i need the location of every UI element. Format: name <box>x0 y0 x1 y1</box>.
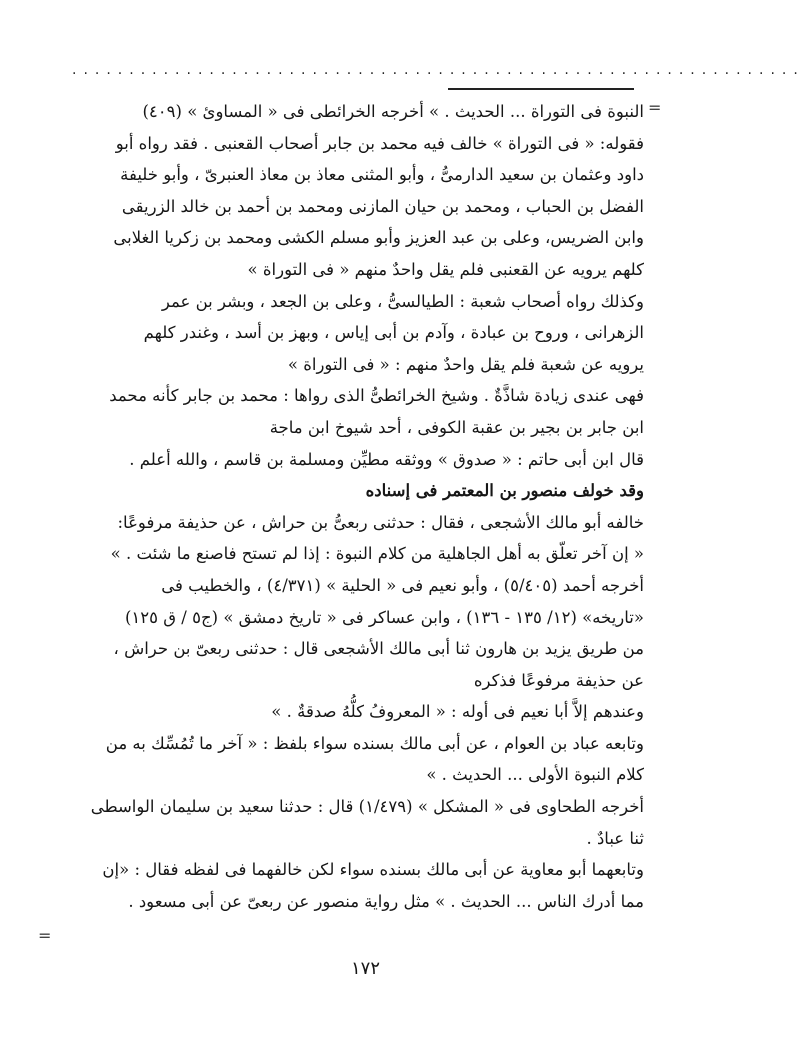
text-line: وتابعه عباد بن العوام ، عن أبى مالك بسنده سواء بلفظ : « آخر ما تُمُسِّك به من <box>105 733 644 753</box>
text-line: وتابعهما أبو معاوية عن أبى مالك بسنده سواء لكن خالفهما فى لفظه فقال : «إن <box>102 860 644 880</box>
text-line: خالفه أبو مالك الأشجعى ، فقال : حدثنى ربعىُّ بن حراش ، عن حذيفة مرفوعًا: <box>117 512 644 532</box>
text-line: يرويه عن شعبة فلم يقل واحدٌ منهم : « فى التوراة » <box>287 354 644 374</box>
text-line: وعندهم إلاَّ أبا نعيم فى أوله : « المعروفُ كلُّهُ صدقةٌ . » <box>271 702 644 722</box>
section-heading: وقد خولف منصور بن المعتمر فى إسناده <box>365 481 644 501</box>
text-line: من طريق يزيد بن هارون ثنا أبى مالك الأشجعى قال : حدثنى ربعىّ بن حراش ، <box>113 639 644 659</box>
footnote-rule <box>448 88 634 90</box>
text-line: عن حذيفة مرفوعًا فذكره <box>473 670 644 690</box>
text-line: ثنا عبادٌ . <box>586 828 644 848</box>
text-line: الزهرانى ، وروح بن عبادة ، وآدم بن أبى إياس ، وبهز بن أسد ، وغندر كلهم <box>143 323 644 343</box>
dotted-separator: ................................................................ <box>72 62 805 78</box>
text-line: فقوله: « فى التوراة » خالف فيه محمد بن جابر أصحاب القعنبى . فقد رواه أبو <box>115 133 644 153</box>
text-line: وابن الضريس، وعلى بن عبد العزيز وأبو مسلم الكشى ومحمد بن زكريا الغلابى <box>113 228 644 248</box>
text-line: كلام النبوة الأولى ... الحديث . » <box>426 765 644 785</box>
text-line: « إن آخر تعلّق به أهل الجاهلية من كلام النبوة : إذا لم تستح فاصنع ما شئت . » <box>110 544 644 564</box>
page-number: ١٧٢ <box>350 958 380 979</box>
text-line: فهى عندى زيادة شاذَّةٌ . وشيخ الخرائطىُّ الذى رواها : محمد بن جابر كأنه محمد <box>109 386 644 406</box>
footnote-text <box>62 96 644 917</box>
text-line: مما أدرك الناس ... الحديث . » مثل رواية منصور عن ربعىّ عن أبى مسعود . <box>128 891 644 911</box>
text-line: قال ابن أبى حاتم : « صدوق » ووثقه مطيِّن ومسلمة بن قاسم ، والله أعلم . <box>129 449 644 469</box>
margin-mark-top: = <box>648 98 662 117</box>
text-line: ابن جابر بن بجير بن عقبة الكوفى ، أحد شيوخ ابن ماجة <box>269 417 644 437</box>
text-line: أخرجه الطحاوى فى « المشكل » (١/٤٧٩) قال : حدثنا سعيد بن سليمان الواسطى <box>90 797 644 817</box>
text-line: كلهم يرويه عن القعنبى فلم يقل واحدٌ منهم « فى التوراة » <box>247 259 644 279</box>
text-line: «تاريخه» (١٢/ ١٣٥ - ١٣٦) ، وابن عساكر فى « تاريخ دمشق » (ج٥ / ق ١٢٥) <box>124 607 644 627</box>
text-line: النبوة فى التوراة ... الحديث . » أخرجه الخرائطى فى « المساوئ » (٤٠٩) <box>142 102 644 121</box>
text-line: وكذلك رواه أصحاب شعبة : الطيالسىُّ ، وعلى بن الجعد ، وبشر بن عمر <box>161 291 644 311</box>
text-line: داود وعثمان بن سعيد الدارمىُّ ، وأبو المثنى معاذ بن معاذ العنبرىّ ، وأبو خليفة <box>120 165 644 185</box>
text-line: الفضل بن الحباب ، ومحمد بن حيان المازنى ومحمد بن أحمد بن خالد الزريقى <box>121 196 644 216</box>
margin-mark-bottom: = <box>38 926 52 945</box>
text-line: أخرجه أحمد (٥/٤٠٥) ، وأبو نعيم فى « الحلية » (٤/٣٧١) ، والخطيب فى <box>161 575 644 595</box>
